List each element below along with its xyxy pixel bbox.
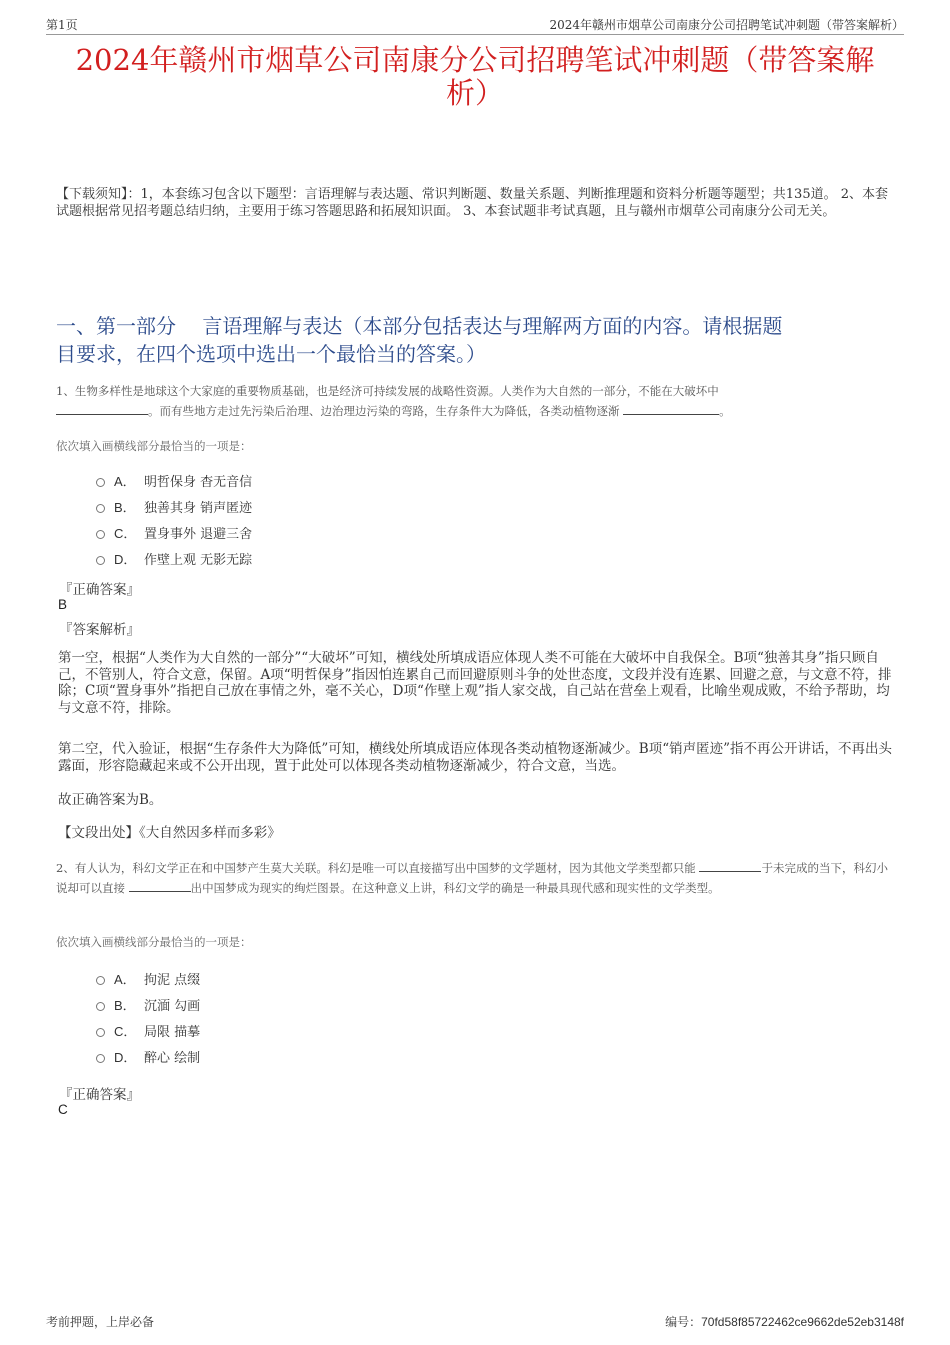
option-text: 置身事外 退避三舍: [144, 526, 253, 542]
question-2-options: [96, 965, 200, 1069]
option-text: 作壁上观 无影无踪: [144, 552, 253, 568]
section-heading-line-1: 一、第一部分 言语理解与表达（本部分包括表达与理解两方面的内容。请根据题: [56, 314, 783, 338]
question-2-blank-1: [699, 859, 761, 872]
option-b[interactable]: [96, 493, 252, 519]
option-letter: D．: [114, 1049, 137, 1065]
option-letter: D．: [114, 551, 137, 567]
correct-answer: C: [58, 1102, 68, 1117]
option-a[interactable]: [96, 467, 252, 493]
option-text: 醉心 绘制: [144, 1050, 201, 1066]
option-a[interactable]: [96, 965, 200, 991]
title-line-2: 析）: [445, 76, 504, 110]
question-1-part-a: 1、生物多样性是地球这个大家庭的重要物质基础，也是经济可持续发展的战略性资源。人类作为大自然的一部分，不能在大破坏中: [56, 384, 719, 398]
option-letter: B．: [114, 997, 136, 1013]
footer-code-label: 编号：: [665, 1315, 702, 1329]
radio-icon[interactable]: [96, 478, 105, 487]
option-text: 局限 描摹: [144, 1024, 201, 1040]
radio-icon[interactable]: [96, 976, 105, 985]
question-2-part-c: 出中国梦成为现实的绚烂图景。在这种意义上讲，科幻文学的确是一种最具现代感和现实性的文学类型。: [190, 881, 720, 895]
question-2-text: [56, 858, 898, 898]
document-title: [50, 44, 900, 110]
question-1-blank-2: [623, 402, 719, 415]
question-1-options: [96, 467, 252, 571]
radio-icon[interactable]: [96, 1028, 105, 1037]
option-text: 明哲保身 杳无音信: [144, 474, 253, 490]
analysis-paragraph-2: 第二空，代入验证，根据“生存条件大为降低”可知，横线处所填成语应体现各类动植物逐渐减少。B项“销声匿迹”指不再公开讲话，不再出头露面，形容隐藏起来或不公开出现，置于此处可以体现各类动植物逐渐减少，符合文意，当选。: [58, 741, 893, 774]
section-heading-line-2: 目要求，在四个选项中选出一个最恰当的答案。）: [56, 342, 486, 366]
option-letter: C．: [114, 1023, 137, 1039]
footer-code-value: 70fd58f85722462ce9662de52eb3148f: [701, 1315, 904, 1329]
footer-code: [665, 1313, 904, 1330]
radio-icon[interactable]: [96, 1054, 105, 1063]
question-1-part-c: 。: [719, 404, 731, 418]
correct-answer: B: [58, 597, 68, 612]
source-citation: 【文段出处】《大自然因多样而多彩》: [58, 825, 281, 841]
analysis-paragraph-1: 第一空，根据“人类作为大自然的一部分”“大破坏”可知，横线处所填成语应体现人类不可能在大破坏中自我保全。B项“独善其身”指只顾自己，不管别人，符合文意，保留。A项“明哲保身”指因怕连累自己而回避原则斗争的处世态度，文段并没有连累、回避之意，与文意不符，排除；C项“置身事外”指把自己放在事情之外，毫不关心，D项“作壁上观”指人家交战，自己站在营垒上观看，比喻坐观成败，不给予帮助，均与文意不符，排除。: [58, 650, 892, 716]
radio-icon[interactable]: [96, 504, 105, 513]
analysis-paragraph-3: 故正确答案为B。: [58, 792, 163, 808]
answer-label: 『正确答案』: [59, 582, 140, 598]
section-heading: [56, 312, 900, 368]
option-letter: B．: [114, 499, 136, 515]
analysis-label: 『答案解析』: [59, 622, 140, 638]
question-1-part-b: 。而有些地方走过先污染后治理、边治理边污染的弯路，生存条件大为降低，各类动植物逐渐: [148, 404, 620, 418]
radio-icon[interactable]: [96, 1002, 105, 1011]
option-c[interactable]: [96, 519, 252, 545]
option-text: 拘泥 点缀: [144, 972, 201, 988]
question-1-blank-1: [56, 402, 148, 415]
download-notice: 【下载须知】：1，本套练习包含以下题型：言语理解与表达题、常识判断题、数量关系题、判断推理题和资料分析题等题型；共135道。 2、本套试题根据常见招考题总结归纳，主要用于练习答题思路和拓展知识面。 3、本套试题非考试真题，且与赣州市烟草公司南康分公司无关。: [56, 187, 888, 219]
option-d[interactable]: [96, 1043, 200, 1069]
radio-icon[interactable]: [96, 530, 105, 539]
title-line-1: 2024年赣州市烟草公司南康分公司招聘笔试冲刺题（带答案解: [75, 43, 875, 77]
question-2-part-a: 2、有人认为，科幻文学正在和中国梦产生莫大关联。科幻是唯一可以直接描写出中国梦的文学题材，因为其他文学类型都只能: [56, 861, 696, 875]
page-header: [46, 14, 904, 35]
option-b[interactable]: [96, 991, 200, 1017]
option-letter: C．: [114, 525, 137, 541]
option-text: 沉湎 勾画: [144, 998, 201, 1014]
question-2-blank-2: [129, 879, 191, 892]
option-text: 独善其身 销声匿迹: [144, 500, 253, 516]
option-letter: A．: [114, 473, 136, 489]
question-1-prompt: 依次填入画横线部分最恰当的一项是：: [56, 439, 252, 453]
footer-slogan: 考前押题，上岸必备: [46, 1315, 155, 1329]
radio-icon[interactable]: [96, 556, 105, 565]
page-number: 第1页: [46, 18, 78, 32]
question-1-text: [56, 381, 898, 421]
question-2-part-b: 于未完成的当下，科幻小说却可以直接: [56, 861, 888, 895]
option-d[interactable]: [96, 545, 252, 571]
answer-label: 『正确答案』: [59, 1087, 140, 1103]
option-letter: A．: [114, 971, 136, 987]
header-doc-title: 2024年赣州市烟草公司南康分公司招聘笔试冲刺题（带答案解析）: [549, 18, 904, 32]
option-c[interactable]: [96, 1017, 200, 1043]
question-2-prompt: 依次填入画横线部分最恰当的一项是：: [56, 935, 252, 949]
